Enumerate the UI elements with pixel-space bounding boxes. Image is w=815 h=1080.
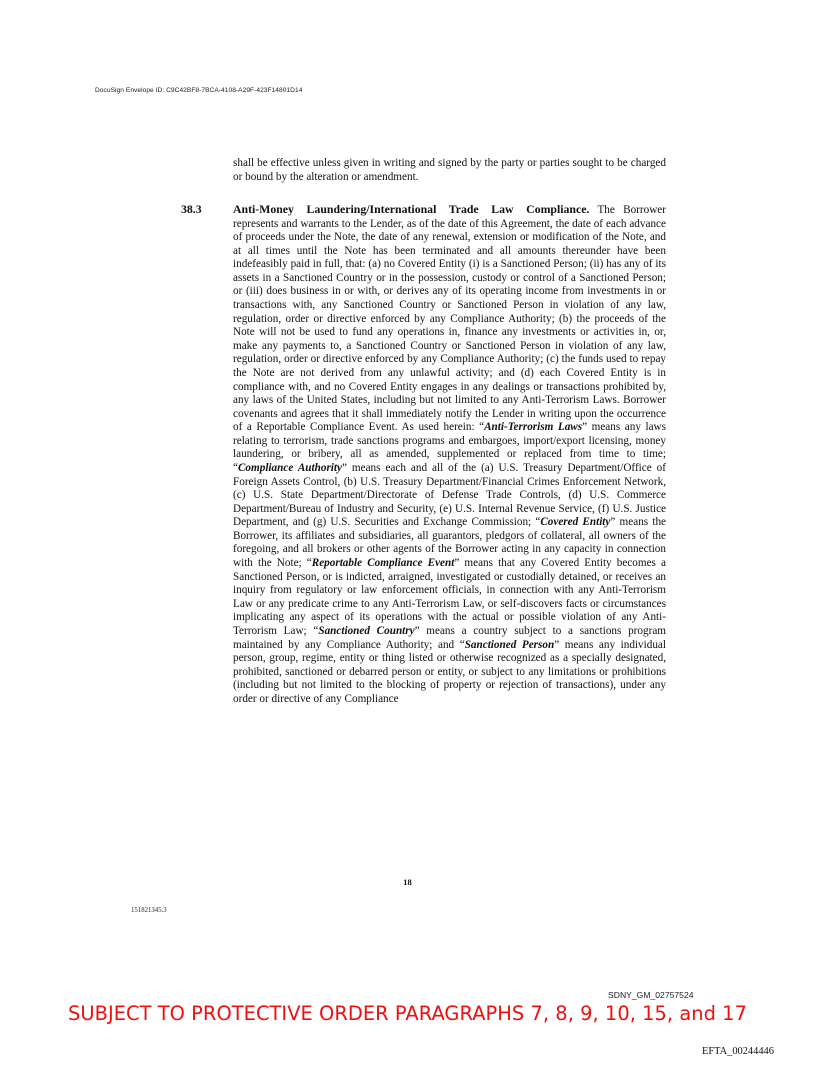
section-text-3: ” means each and all of the (a) U.S. Treasury Department/Office of Foreign Assets Control, (b) U.S. Treasury Department/Financial Crimes Enforcement Network, (c) U.S. State Department/Directorate of Defense Trade Controls, (d) U.S. Commerce Department/Bureau of Industry and Security, (e) U.S. Internal Revenue Service, (f) U.S. Justice Department, and (g) U.S. Securities and Exchange Commission; “ <box>233 461 667 529</box>
docusign-envelope-id: DocuSign Envelope ID: C9C42BF8-7BCA-4108-A29F-423F14801D14 <box>95 87 303 94</box>
defined-term-covered-entity: Covered Entity <box>540 516 611 529</box>
section-text-7: ” means any individual person, group, regime, entity or thing listed or otherwise recognized as a specially designated, prohibited, sanctioned or debarred person or entity, or subject to any limitations or prohibitions (including but not limited to the blocking of property or rejection of transactions), under any order or directive of any Compliance <box>233 638 666 705</box>
defined-term-reportable-compliance-event: Reportable Compliance Event <box>311 557 455 570</box>
section-38-3 <box>181 203 666 706</box>
section-text-2: ” means any laws relating to terrorism, trade sanctions programs and embargoes, import/export licensing, money laundering, or bribery, all as amended, supplemented or replaced from time to time; “ <box>233 421 666 474</box>
section-text-1: The Borrower represents and warrants to the Lender, as of the date of this Agreement, the date of each advance of proceeds under the Note, the date of any renewal, extension or modification of the Note, and at all times until the Note has been terminated and all amounts thereunder have been indefeasibly paid in full, that: (a) no Covered Entity (i) is a Sanctioned Person; (ii) has any of its assets in a Sanctioned Country or in the possession, custody or control of a Sanctioned Person; or (iii) does business in or with, or derives any of its operating income from investments in or transactions with, any Sanctioned Country or Sanctioned Person in violation of any law, regulation, order or directive enforced by any Compliance Authority; (b) the proceeds of the Note will not be used to fund any operations in, finance any investments or activities in, or, make any payments to, a Sanctioned Country or Sanctioned Person in violation of any law, regulation, order or directive enforced by any Compliance Authority; (c) the funds used to repay the Note are not derived from any unlawful activity; and (d) each Covered Entity is in compliance with, and no Covered Entity engages in any dealings or transactions prohibited by, any laws of the United States, including but not limited to any Anti-Terrorism Laws. Borrower covenants and agrees that it shall immediately notify the Lender in writing upon the occurrence of a Reportable Compliance Event. As used herein: “ <box>233 204 666 434</box>
defined-term-compliance-authority: Compliance Authority <box>237 461 342 474</box>
efta-number: EFTA_00244446 <box>702 1046 774 1057</box>
defined-term-sanctioned-person: Sanctioned Person <box>464 638 555 651</box>
section-body <box>233 203 666 706</box>
defined-term-sanctioned-country: Sanctioned Country <box>318 624 415 637</box>
protective-order-banner: SUBJECT TO PROTECTIVE ORDER PARAGRAPHS 7, 8, 9, 10, 15, and 17 <box>68 1002 747 1025</box>
document-number: 151821345.3 <box>131 907 167 914</box>
bates-number: SDNY_GM_02757524 <box>608 990 694 1000</box>
section-text-5: ” means that any Covered Entity becomes a Sanctioned Person, or is indicted, arraigned, investigated or custodially detained, or receives an inquiry from regulatory or law enforcement officials, in connection with any Anti-Terrorism Law or any predicate crime to any Anti-Terrorism Law, or self-discovers facts or circumstances implicating any aspect of its operations with the actual or possible violation of any Anti-Terrorism Law; “ <box>233 557 666 637</box>
defined-term-anti-terrorism-laws: Anti-Terrorism Laws <box>484 421 583 434</box>
section-text-4: ” means the Borrower, its affiliates and subsidiaries, all guarantors, pledgors of collateral, all owners of the foregoing, and all brokers or other agents of the Borrower acting in any capacity in connection with the Note; “ <box>233 516 667 570</box>
section-number: 38.3 <box>181 202 202 216</box>
section-heading: Anti-Money Laundering/International Trade Law Compliance. <box>233 202 590 216</box>
page-number: 18 <box>403 877 412 887</box>
section-text-6: ” means a country subject to a sanctions program maintained by any Compliance Authority; and “ <box>233 624 666 651</box>
continuation-paragraph: shall be effective unless given in writing and signed by the party or parties sought to be charged or bound by the alteration or amendment. <box>233 157 666 183</box>
